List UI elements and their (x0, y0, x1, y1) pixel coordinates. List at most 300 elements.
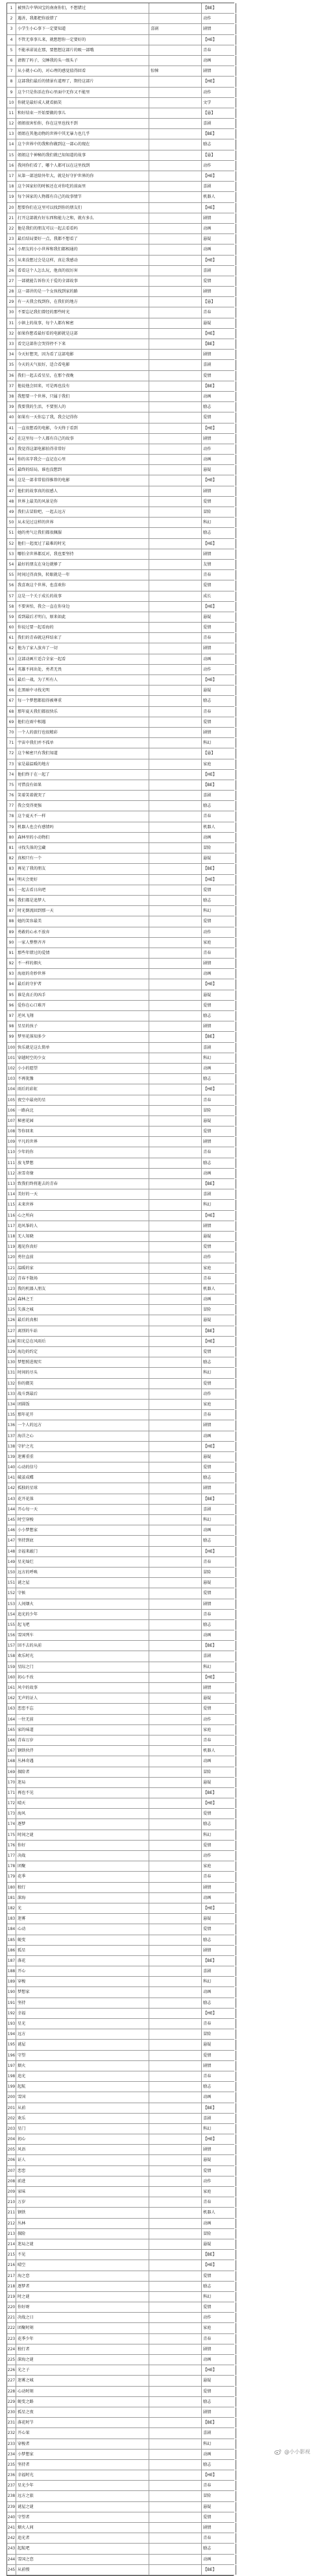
row-tag (149, 1106, 202, 1115)
row-tag (149, 1347, 202, 1357)
row-number: 101 (7, 1053, 16, 1063)
row-title: 心之所向 (16, 1211, 149, 1221)
table-row (7, 1053, 234, 1064)
table-row (7, 2334, 234, 2344)
row-number: 196 (7, 2051, 16, 2060)
row-number: 159 (7, 1662, 16, 1672)
row-title: 雨后的彩虹 (16, 1084, 149, 1094)
table-row (7, 98, 234, 108)
row-category: 悬疑 (202, 2502, 236, 2512)
row-category: 【BE】 (202, 864, 236, 874)
row-title: 梦里花落知多少 (16, 1032, 149, 1042)
row-title: 追光的少年 (16, 1610, 149, 1619)
table-row (7, 2229, 234, 2239)
row-number: 113 (7, 1179, 16, 1189)
row-category: 悬疑 (202, 1578, 236, 1588)
row-number: 13 (7, 129, 16, 139)
row-number: 207 (7, 2166, 16, 2176)
row-tag (149, 1987, 202, 1997)
row-title: 他是我们的朋友可以一起去看看吗 (16, 224, 149, 233)
row-tag (149, 1851, 202, 1861)
row-title: 幸福时光 (16, 2470, 149, 2480)
row-title: 花季少年 (16, 2334, 149, 2344)
row-title: 你的名字我会一直记在心里 (16, 455, 149, 464)
row-number: 6 (7, 56, 16, 66)
row-category: 动画 (202, 1064, 236, 1073)
row-title: 每个国家的人物都有自己的故事情节 (16, 192, 149, 202)
row-tag (149, 643, 202, 653)
table-row (7, 528, 234, 538)
row-title: 夜空中最亮的星 (16, 1095, 149, 1105)
row-tag (149, 2491, 202, 2501)
table-row (7, 88, 234, 98)
row-tag (149, 1841, 202, 1850)
row-number: 85 (7, 885, 16, 895)
row-tag (149, 1137, 202, 1147)
row-tag (149, 1494, 202, 1504)
row-title: 一起去看日出吧 (16, 885, 149, 895)
row-tag (149, 1400, 202, 1409)
row-number: 225 (7, 2355, 16, 2365)
row-number: 57 (7, 591, 16, 601)
table-row (7, 570, 234, 580)
row-tag (149, 1379, 202, 1389)
row-category: 爱情 (202, 1924, 236, 1934)
row-title: 时光倒流回到那一天 (16, 906, 149, 916)
row-tag (149, 1998, 202, 2008)
row-number: 183 (7, 1914, 16, 1924)
row-tag (149, 392, 202, 401)
row-number: 121 (7, 1263, 16, 1273)
row-tag (149, 1735, 202, 1745)
row-title: 少年的你 (16, 1147, 149, 1157)
row-category: 【BE】 (202, 129, 236, 139)
row-tag (149, 256, 202, 265)
row-tag (149, 549, 202, 559)
row-number: 29 (7, 297, 16, 307)
table-row (7, 244, 234, 255)
row-number: 64 (7, 665, 16, 674)
row-title: 她的勇气让我们都很佩服 (16, 528, 149, 538)
table-row (7, 2092, 234, 2103)
row-category: 喜剧 (202, 791, 236, 800)
row-number: 26 (7, 266, 16, 276)
row-title: 我们去冒险吧，一起去远方 (16, 507, 149, 517)
row-category: 剧情 (202, 1946, 236, 1955)
row-number: 22 (7, 224, 16, 233)
row-tag (149, 234, 202, 244)
row-tag (149, 1746, 202, 1756)
row-tag (149, 2387, 202, 2396)
row-category: 爱情 (202, 885, 236, 895)
row-title: 姐姐很害怕你，你在这里也找不到 (16, 119, 149, 128)
row-title: 梦想照进现实 (16, 1357, 149, 1367)
row-title: 离别的车站 (16, 1326, 149, 1336)
table-row (7, 371, 234, 381)
table-row (7, 1242, 234, 1252)
table-row (7, 2502, 234, 2512)
row-tag (149, 360, 202, 370)
row-category: 爱情 (202, 717, 236, 727)
row-title: 爱你在心口难开 (16, 1001, 149, 1010)
row-title: 寻找失落的宝藏 (16, 843, 149, 853)
row-tag (149, 1861, 202, 1871)
table-row (7, 2009, 234, 2019)
row-number: 55 (7, 570, 16, 580)
table-row (7, 759, 234, 770)
row-number: 4 (7, 35, 16, 45)
row-title: 决战 (16, 1851, 149, 1861)
table-row (7, 875, 234, 885)
table-row (7, 811, 234, 822)
table-row (7, 2323, 234, 2333)
row-number: 38 (7, 392, 16, 401)
row-tag (149, 612, 202, 622)
table-row (7, 1389, 234, 1400)
row-category: 动画 (202, 1893, 236, 1903)
row-tag (149, 139, 202, 149)
row-title: 深海 (16, 1893, 149, 1903)
row-number: 9 (7, 88, 16, 97)
row-category: 励志 (202, 1536, 236, 1545)
row-category: 悬疑 (202, 686, 236, 695)
row-number: 131 (7, 1368, 16, 1377)
row-tag (149, 1189, 202, 1199)
row-number: 201 (7, 2103, 16, 2113)
row-tag (149, 1935, 202, 1945)
row-category: 【悬】 (202, 150, 236, 160)
row-tag (149, 381, 202, 391)
table-row (7, 2302, 234, 2313)
table-row (7, 833, 234, 843)
row-tag (149, 35, 202, 45)
row-category: 励志 (202, 139, 236, 149)
table-row (7, 307, 234, 318)
table-row (7, 1998, 234, 2009)
row-title: 风语 (16, 2145, 149, 2154)
row-tag (149, 591, 202, 601)
row-category: 励志 (202, 1819, 236, 1829)
row-category: 【BE】 (202, 339, 236, 349)
row-tag (149, 969, 202, 979)
row-tag (149, 297, 202, 307)
table-row (7, 2470, 234, 2481)
row-title: 一部就能告诉你关于爱的全部故事 (16, 276, 149, 286)
row-tag (149, 2260, 202, 2270)
row-title: 从来没想过会是这样，真让我感动 (16, 256, 149, 265)
row-tag (149, 1211, 202, 1221)
row-number: 73 (7, 759, 16, 769)
row-category: 爱情 (202, 412, 236, 422)
row-title: 机器人也会有感情吗 (16, 822, 149, 832)
row-number: 169 (7, 1767, 16, 1777)
row-number: 80 (7, 833, 16, 842)
row-title: 我们都是追梦人 (16, 896, 149, 905)
row-number: 206 (7, 2155, 16, 2165)
row-number: 177 (7, 1851, 16, 1861)
row-number: 95 (7, 990, 16, 1000)
row-category: 【HE】 (202, 1798, 236, 1808)
row-category: 动作 (202, 1389, 236, 1399)
table-row (7, 1767, 234, 1778)
row-number: 96 (7, 1001, 16, 1010)
row-number: 226 (7, 2365, 16, 2375)
row-category: 青春 (202, 2533, 236, 2543)
row-number: 84 (7, 875, 16, 885)
row-tag (149, 1641, 202, 1651)
table-row (7, 1599, 234, 1610)
table-row (7, 1578, 234, 1588)
row-number: 186 (7, 1946, 16, 1955)
row-category: 机器人 (202, 2208, 236, 2217)
row-category: 悬疑 (202, 1315, 236, 1325)
row-title: 守望者 (16, 2512, 149, 2522)
row-category: 爱情 (202, 1379, 236, 1389)
table-row (7, 927, 234, 938)
row-number: 48 (7, 497, 16, 507)
row-category: 爱情 (202, 1588, 236, 1598)
row-title: 独行者 (16, 2344, 149, 2354)
row-title: 她的笑容最美 (16, 916, 149, 926)
row-title: 晴天 (16, 1798, 149, 1808)
row-category: 喜剧 (202, 2428, 236, 2438)
row-tag (149, 2292, 202, 2302)
row-title: 你好 (16, 1841, 149, 1850)
row-category: 友情 (202, 560, 236, 569)
table-row (7, 2155, 234, 2165)
row-title: 笑着笑着就哭了 (16, 791, 149, 800)
row-title: 恋恋不忘 (16, 1704, 149, 1713)
row-title: 无声的证人 (16, 1693, 149, 1703)
row-category: 【HE】 (202, 203, 236, 213)
table-row (7, 1315, 234, 1326)
table-row (7, 1861, 234, 1872)
row-tag (149, 1693, 202, 1703)
row-title: 一路向北 (16, 1106, 149, 1115)
row-title: 独行 (16, 1883, 149, 1892)
row-category: 喜剧 (202, 1043, 236, 1053)
row-number: 21 (7, 213, 16, 223)
table-row (7, 1064, 234, 1074)
table-row (7, 2555, 234, 2565)
row-title: 迷局之谜 (16, 2239, 149, 2249)
row-number: 198 (7, 2071, 16, 2081)
row-title: 我们一起去看星星，在那个夜晚 (16, 371, 149, 381)
row-tag (149, 108, 202, 118)
row-tag (149, 2365, 202, 2375)
row-number: 53 (7, 549, 16, 559)
table-row (7, 1452, 234, 1462)
row-title: 家的味道 (16, 1725, 149, 1735)
row-tag (149, 675, 202, 685)
row-category: 【HE】 (202, 77, 236, 86)
table-row (7, 1147, 234, 1158)
row-category: 冒险 (202, 843, 236, 853)
row-category: 机器人 (202, 1284, 236, 1294)
row-number: 180 (7, 1883, 16, 1892)
row-tag (149, 518, 202, 527)
row-number: 145 (7, 1515, 16, 1525)
row-category: 动作 (202, 14, 236, 23)
table-row (7, 1841, 234, 1851)
row-category: 剧情 (202, 1683, 236, 1693)
row-category: 励志 (202, 896, 236, 905)
row-category: 爱情 (202, 371, 236, 381)
row-category: 动画 (202, 2355, 236, 2365)
row-category: 剧情 (202, 1420, 236, 1430)
table-row (7, 1473, 234, 1483)
row-title: 你好呀 (16, 2302, 149, 2312)
row-number: 205 (7, 2145, 16, 2154)
table-row (7, 1116, 234, 1127)
table-row (7, 1011, 234, 1021)
row-number: 228 (7, 2387, 16, 2396)
table-row (7, 1158, 234, 1169)
row-number: 32 (7, 329, 16, 339)
row-category: 青春 (202, 948, 236, 958)
row-category: 励志 (202, 1158, 236, 1168)
row-category: 爱情 (202, 2051, 236, 2060)
row-category: 动作 (202, 2176, 236, 2186)
table-row (7, 2208, 234, 2218)
watermark-text: @小小影视 (284, 2449, 310, 2455)
row-number: 199 (7, 2082, 16, 2092)
row-tag (149, 486, 202, 496)
row-category: 爱情 (202, 2271, 236, 2281)
row-number: 213 (7, 2229, 16, 2239)
row-category: 励志 (202, 801, 236, 811)
table-row (7, 2282, 234, 2292)
row-number: 232 (7, 2428, 16, 2438)
row-number: 117 (7, 1221, 16, 1231)
row-number: 197 (7, 2061, 16, 2071)
row-category: 剧情 (202, 643, 236, 653)
row-tag (149, 56, 202, 66)
row-number: 77 (7, 801, 16, 811)
row-category: 青春 (202, 1872, 236, 1881)
table-row (7, 1662, 234, 1673)
row-category: 动作 (202, 927, 236, 937)
row-tag (149, 770, 202, 780)
row-tag (149, 2439, 202, 2449)
row-category: 【HE】 (202, 979, 236, 989)
row-title: 这个国家好的时候还在对你吃的前面里 (16, 182, 149, 191)
row-tag (149, 307, 202, 317)
table-row (7, 728, 234, 738)
row-number: 174 (7, 1819, 16, 1829)
table-row (7, 434, 234, 444)
row-number: 142 (7, 1483, 16, 1493)
row-number: 83 (7, 864, 16, 874)
row-number: 109 (7, 1137, 16, 1147)
table-row (7, 1977, 234, 1987)
row-category: 悬疑 (202, 2155, 236, 2165)
row-title: 这个夏天不一样 (16, 811, 149, 821)
row-tag (149, 1883, 202, 1892)
row-category: 家庭 (202, 2187, 236, 2197)
table-row (7, 1084, 234, 1095)
table-row (7, 1956, 234, 1966)
table-row (7, 1106, 234, 1116)
table-row (7, 770, 234, 780)
row-number: 153 (7, 1599, 16, 1609)
row-title: 花开花落 (16, 1494, 149, 1504)
row-title: 小梦想家 (16, 2450, 149, 2459)
row-tag (149, 1704, 202, 1713)
row-tag (149, 2229, 202, 2239)
row-number: 219 (7, 2292, 16, 2302)
row-number: 37 (7, 381, 16, 391)
row-tag (149, 748, 202, 758)
row-number: 15 (7, 150, 16, 160)
row-title: 初心不改 (16, 1673, 149, 1682)
row-title: 破茧成蝶 (16, 1473, 149, 1483)
table-row (7, 256, 234, 266)
row-title: 那年夏天我们都很快乐 (16, 707, 149, 717)
row-title: 时空穿梭 (16, 1515, 149, 1525)
row-tag (149, 665, 202, 674)
row-tag (149, 1305, 202, 1315)
row-tag (149, 801, 202, 811)
row-number: 240 (7, 2512, 16, 2522)
row-title: 雪国之恋 (16, 2555, 149, 2564)
row-category: 励志 (202, 402, 236, 412)
row-number: 67 (7, 696, 16, 706)
row-title: 钢铁伙伴 (16, 1746, 149, 1756)
row-category: 科幻 (202, 2124, 236, 2134)
row-title: 时之谜 (16, 2292, 149, 2302)
row-tag (149, 1620, 202, 1630)
row-tag (149, 990, 202, 1000)
row-tag (149, 77, 202, 86)
row-number: 28 (7, 287, 16, 296)
row-title: 星光灿烂 (16, 1557, 149, 1567)
row-category: 【BE】 (202, 1956, 236, 1966)
row-number: 103 (7, 1074, 16, 1084)
row-number: 24 (7, 244, 16, 254)
row-title: 等你回来 (16, 1127, 149, 1136)
row-number: 118 (7, 1232, 16, 1241)
row-number: 167 (7, 1746, 16, 1756)
row-number: 139 (7, 1452, 16, 1462)
row-category: 【HE】 (202, 2009, 236, 2018)
row-number: 170 (7, 1778, 16, 1787)
table-row (7, 2292, 234, 2302)
row-category: 科幻 (202, 1977, 236, 1986)
row-tag (149, 717, 202, 727)
row-tag (149, 633, 202, 643)
row-category: 励志 (202, 1935, 236, 1945)
row-tag (149, 1337, 202, 1346)
row-number: 60 (7, 623, 16, 632)
table-row (7, 1483, 234, 1494)
row-number: 154 (7, 1610, 16, 1619)
table-row (7, 2019, 234, 2029)
row-number: 44 (7, 455, 16, 464)
row-category: 励志 (202, 1473, 236, 1483)
table-row (7, 2523, 234, 2533)
row-category: 【HE】 (202, 1442, 236, 1451)
row-category: 【HE】 (202, 875, 236, 885)
row-category: 爱情 (202, 623, 236, 632)
row-number: 204 (7, 2134, 16, 2144)
row-title: 探险 (16, 2229, 149, 2239)
row-title: 可惜没有如果 (16, 780, 149, 790)
row-tag (149, 2450, 202, 2459)
row-tag (149, 1420, 202, 1430)
row-number: 36 (7, 371, 16, 381)
row-title: 最终的结局，谁也没想到 (16, 465, 149, 475)
